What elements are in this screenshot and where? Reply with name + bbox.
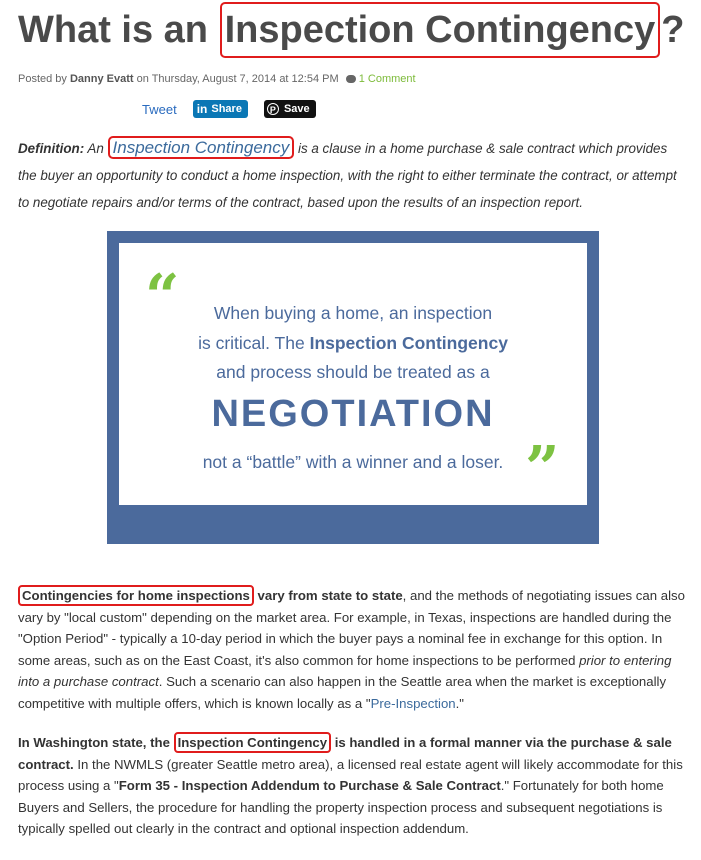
post-meta (18, 73, 416, 85)
para2-text-2: ." Fortunately for both home Buyers and Sellers, the procedure for handling the property inspection process and subsequent negotiations is typically spelled out clearly in the contract and optional inspection addendum. (18, 778, 664, 837)
definition-paragraph (18, 134, 688, 216)
quote-card (119, 243, 587, 505)
definition-label: Definition: (18, 141, 85, 156)
comments-link[interactable]: 1 Comment (358, 73, 416, 85)
title-highlight: Inspection Contingency (220, 2, 661, 58)
linkedin-share-button[interactable] (193, 100, 248, 118)
tweet-link[interactable]: Tweet (142, 101, 177, 117)
para1-lead (18, 585, 403, 606)
para1-italic: prior to entering into a purchase contract (18, 652, 672, 690)
definition-text: is a clause in a home purchase & sale contract which provides the buyer an opportunity to conduct a home inspection, with the right to either terminate the contract, or attempt to negotiate repairs and/or terms of the contract, based upon the results of an inspection report. (18, 141, 677, 210)
title-prefix: What is an (18, 9, 219, 51)
quote-line-2 (119, 333, 587, 354)
linkedin-icon: in (196, 102, 208, 116)
para1-highlight: Contingencies for home inspections (18, 585, 254, 606)
page-title (18, 2, 685, 58)
definition-term: Inspection Contingency (108, 136, 295, 159)
quote-line-4: not a “battle” with a winner and a loser. (202, 452, 504, 472)
quote-image (107, 231, 599, 544)
para2-bold-1: In Washington state, the (18, 735, 174, 750)
para1-text-1: , and the methods of negotiating issues can also vary by "local custom" depending on the market area. For example, in Texas, inspections are handled during the "Option Period" - typically a 10-day period in which the buyer pays a nominal fee in exchange for this option. In some areas, such as on the East Coast, it's also common for home inspections to be performed (18, 588, 685, 668)
para2-highlight: Inspection Contingency (174, 732, 331, 753)
quote-line-2-bold: Inspection Contingency (309, 333, 508, 353)
quote-line-2-text: is critical. The (198, 333, 310, 353)
pinterest-icon: P (267, 103, 279, 115)
quote-line-1: When buying a home, an inspection (213, 303, 493, 323)
paragraph-washington (18, 732, 688, 840)
para2-bold-2: is handled in a formal manner via the purchase & sale contract. (18, 735, 672, 772)
open-quote-icon: “ (145, 262, 180, 332)
quote-negotiation: NEGOTIATION (211, 393, 495, 435)
close-quote-icon: ” (525, 434, 560, 504)
para1-text-2: . Such a scenario can also happen in the Seattle area when the market is exceptionally competitive with multiple offers, which is known locally as a " (18, 674, 667, 711)
definition-an: An (84, 141, 108, 156)
author-name[interactable]: Danny Evatt (69, 73, 134, 85)
speech-bubble-icon (346, 75, 356, 83)
title-suffix: ? (661, 9, 685, 51)
quote-line-3: and process should be treated as a (216, 362, 490, 382)
share-bar (142, 100, 316, 118)
posted-by-label: Posted by (18, 73, 67, 85)
linkedin-label: Share (211, 103, 242, 115)
pinterest-label: Save (283, 103, 310, 115)
pinterest-save-button[interactable] (264, 100, 316, 118)
post-date: on Thursday, August 7, 2014 at 12:54 PM (136, 73, 339, 85)
paragraph-contingencies (18, 585, 688, 715)
para1-bold: vary from state to state (253, 588, 403, 603)
para2-form-name: Form 35 - Inspection Addendum to Purchase & Sale Contract (118, 778, 501, 794)
pre-inspection-link[interactable]: Pre-Inspection (370, 695, 456, 711)
para1-text-3: ." (455, 695, 464, 711)
para2-text-1: In the NWMLS (greater Seattle metro area), a licensed real estate agent will likely accommodate for this process using a " (18, 756, 683, 794)
